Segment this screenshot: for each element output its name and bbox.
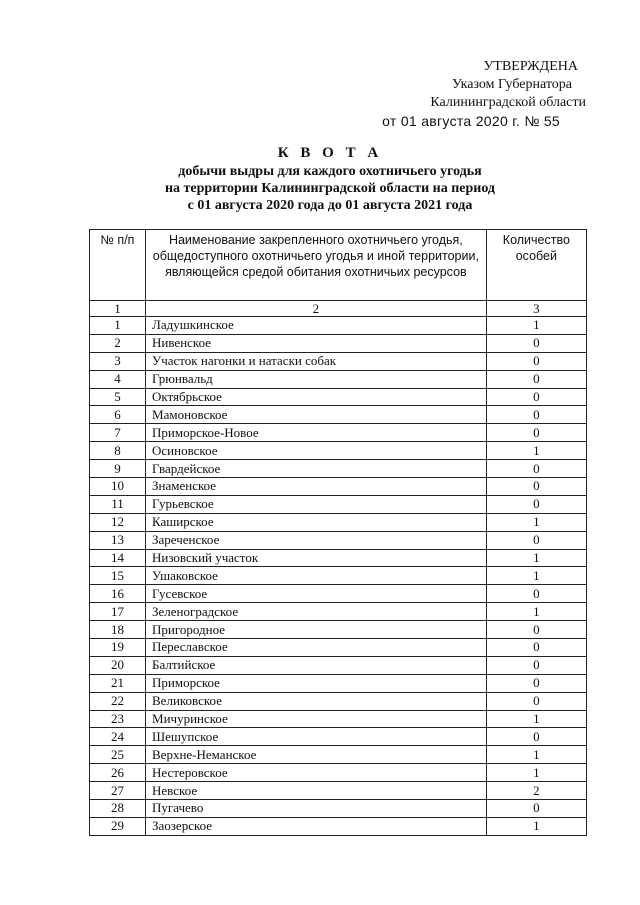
row-number: 27: [90, 782, 146, 800]
document-subtitle-line-2: на территории Калининградской области на период: [164, 181, 496, 196]
table-row: [90, 621, 587, 639]
row-number: 26: [90, 764, 146, 782]
row-territory-name: Переславское: [146, 639, 487, 657]
row-number: 18: [90, 621, 146, 639]
row-territory-name: Осиновское: [146, 442, 487, 460]
row-territory-name: Ушаковское: [146, 567, 487, 585]
row-territory-name: Нивенское: [146, 334, 487, 352]
approval-stamp: [340, 58, 586, 130]
row-territory-name: Участок нагонки и натаски собак: [146, 352, 487, 370]
row-number: 28: [90, 800, 146, 818]
approval-title: УТВЕРЖДЕНА: [483, 59, 578, 74]
row-number: 17: [90, 603, 146, 621]
table-row: [90, 549, 587, 567]
row-number: 1: [90, 317, 146, 335]
table-row: [90, 513, 587, 531]
table-row: [90, 334, 587, 352]
column-index-row: [90, 301, 587, 317]
row-territory-name: Зеленоградское: [146, 603, 487, 621]
row-territory-name: Заозерское: [146, 817, 487, 835]
row-quantity: 1: [486, 513, 586, 531]
row-territory-name: Приморское: [146, 674, 487, 692]
row-quantity: 0: [486, 334, 586, 352]
table-row: [90, 406, 587, 424]
column-index: 2: [146, 301, 487, 317]
quota-table: [89, 229, 587, 836]
table-row: [90, 674, 587, 692]
header-quantity: Количество особей: [486, 230, 586, 301]
row-quantity: 0: [486, 406, 586, 424]
row-quantity: 0: [486, 692, 586, 710]
row-quantity: 0: [486, 388, 586, 406]
row-number: 4: [90, 370, 146, 388]
row-number: 23: [90, 710, 146, 728]
table-row: [90, 782, 587, 800]
row-number: 20: [90, 656, 146, 674]
table-row: [90, 460, 587, 478]
row-quantity: 0: [486, 495, 586, 513]
row-quantity: 0: [486, 424, 586, 442]
table-row: [90, 710, 587, 728]
row-quantity: 0: [486, 352, 586, 370]
row-territory-name: Октябрьское: [146, 388, 487, 406]
row-number: 8: [90, 442, 146, 460]
row-number: 22: [90, 692, 146, 710]
row-territory-name: Балтийское: [146, 656, 487, 674]
row-quantity: 1: [486, 746, 586, 764]
table-row: [90, 567, 587, 585]
row-territory-name: Гусевское: [146, 585, 487, 603]
row-territory-name: Грюнвальд: [146, 370, 487, 388]
row-quantity: 1: [486, 603, 586, 621]
row-quantity: 0: [486, 531, 586, 549]
row-territory-name: Зареченское: [146, 531, 487, 549]
table-row: [90, 817, 587, 835]
row-number: 19: [90, 639, 146, 657]
row-quantity: 0: [486, 639, 586, 657]
table-row: [90, 603, 587, 621]
row-number: 14: [90, 549, 146, 567]
row-territory-name: Низовский участок: [146, 549, 487, 567]
table-row: [90, 495, 587, 513]
row-number: 15: [90, 567, 146, 585]
header-number: № п/п: [90, 230, 146, 301]
row-number: 5: [90, 388, 146, 406]
row-quantity: 1: [486, 549, 586, 567]
row-number: 24: [90, 728, 146, 746]
row-territory-name: Каширское: [146, 513, 487, 531]
row-quantity: 0: [486, 460, 586, 478]
row-number: 11: [90, 495, 146, 513]
row-quantity: 1: [486, 710, 586, 728]
table-row: [90, 656, 587, 674]
row-territory-name: Пугачево: [146, 800, 487, 818]
row-number: 9: [90, 460, 146, 478]
row-number: 6: [90, 406, 146, 424]
table-row: [90, 585, 587, 603]
column-index: 1: [90, 301, 146, 317]
row-number: 10: [90, 478, 146, 496]
row-quantity: 0: [486, 728, 586, 746]
table-row: [90, 531, 587, 549]
table-row: [90, 746, 587, 764]
row-quantity: 2: [486, 782, 586, 800]
table-row: [90, 352, 587, 370]
table-row: [90, 478, 587, 496]
row-territory-name: Шешупское: [146, 728, 487, 746]
row-quantity: 0: [486, 478, 586, 496]
row-number: 2: [90, 334, 146, 352]
table-row: [90, 639, 587, 657]
document-heading: [80, 145, 580, 214]
row-territory-name: Гурьевское: [146, 495, 487, 513]
document-subtitle-line-3: с 01 августа 2020 года до 01 августа 2021 года: [187, 198, 473, 213]
table-row: [90, 388, 587, 406]
document-subtitle-line-1: добычи выдры для каждого охотничьего угодья: [178, 164, 482, 179]
row-territory-name: Великовское: [146, 692, 487, 710]
row-territory-name: Ладушкинское: [146, 317, 487, 335]
row-number: 13: [90, 531, 146, 549]
row-quantity: 1: [486, 567, 586, 585]
row-territory-name: Невское: [146, 782, 487, 800]
row-quantity: 0: [486, 585, 586, 603]
row-number: 3: [90, 352, 146, 370]
row-quantity: 0: [486, 674, 586, 692]
row-territory-name: Приморское-Новое: [146, 424, 487, 442]
row-territory-name: Пригородное: [146, 621, 487, 639]
table-row: [90, 424, 587, 442]
table-row: [90, 442, 587, 460]
row-number: 29: [90, 817, 146, 835]
column-index: 3: [486, 301, 586, 317]
row-quantity: 1: [486, 764, 586, 782]
table-row: [90, 764, 587, 782]
row-territory-name: Верхне-Неманское: [146, 746, 487, 764]
table-row: [90, 317, 587, 335]
row-territory-name: Гвардейское: [146, 460, 487, 478]
document-title: К В О Т А: [277, 145, 383, 161]
row-territory-name: Мичуринское: [146, 710, 487, 728]
row-number: 16: [90, 585, 146, 603]
table-header-row: [90, 230, 587, 301]
row-quantity: 1: [486, 317, 586, 335]
row-territory-name: Нестеровское: [146, 764, 487, 782]
header-name: Наименование закрепленного охотничьего угодья, общедоступного охотничьего угодья и иной территории, являющейся средой обитания охотничьих ресурсов: [146, 230, 487, 301]
approval-date-number: от 01 августа 2020 г. № 55: [382, 113, 560, 129]
row-quantity: 0: [486, 800, 586, 818]
row-number: 12: [90, 513, 146, 531]
row-quantity: 0: [486, 621, 586, 639]
row-territory-name: Мамоновское: [146, 406, 487, 424]
row-territory-name: Знаменское: [146, 478, 487, 496]
table-row: [90, 800, 587, 818]
row-quantity: 1: [486, 442, 586, 460]
row-number: 21: [90, 674, 146, 692]
table-row: [90, 692, 587, 710]
approval-region: Калининградской области: [430, 95, 586, 110]
table-body: [90, 317, 587, 836]
table-row: [90, 728, 587, 746]
row-quantity: 0: [486, 370, 586, 388]
row-number: 25: [90, 746, 146, 764]
row-number: 7: [90, 424, 146, 442]
approval-authority: Указом Губернатора: [451, 77, 572, 92]
table-row: [90, 370, 587, 388]
row-quantity: 0: [486, 656, 586, 674]
row-quantity: 1: [486, 817, 586, 835]
